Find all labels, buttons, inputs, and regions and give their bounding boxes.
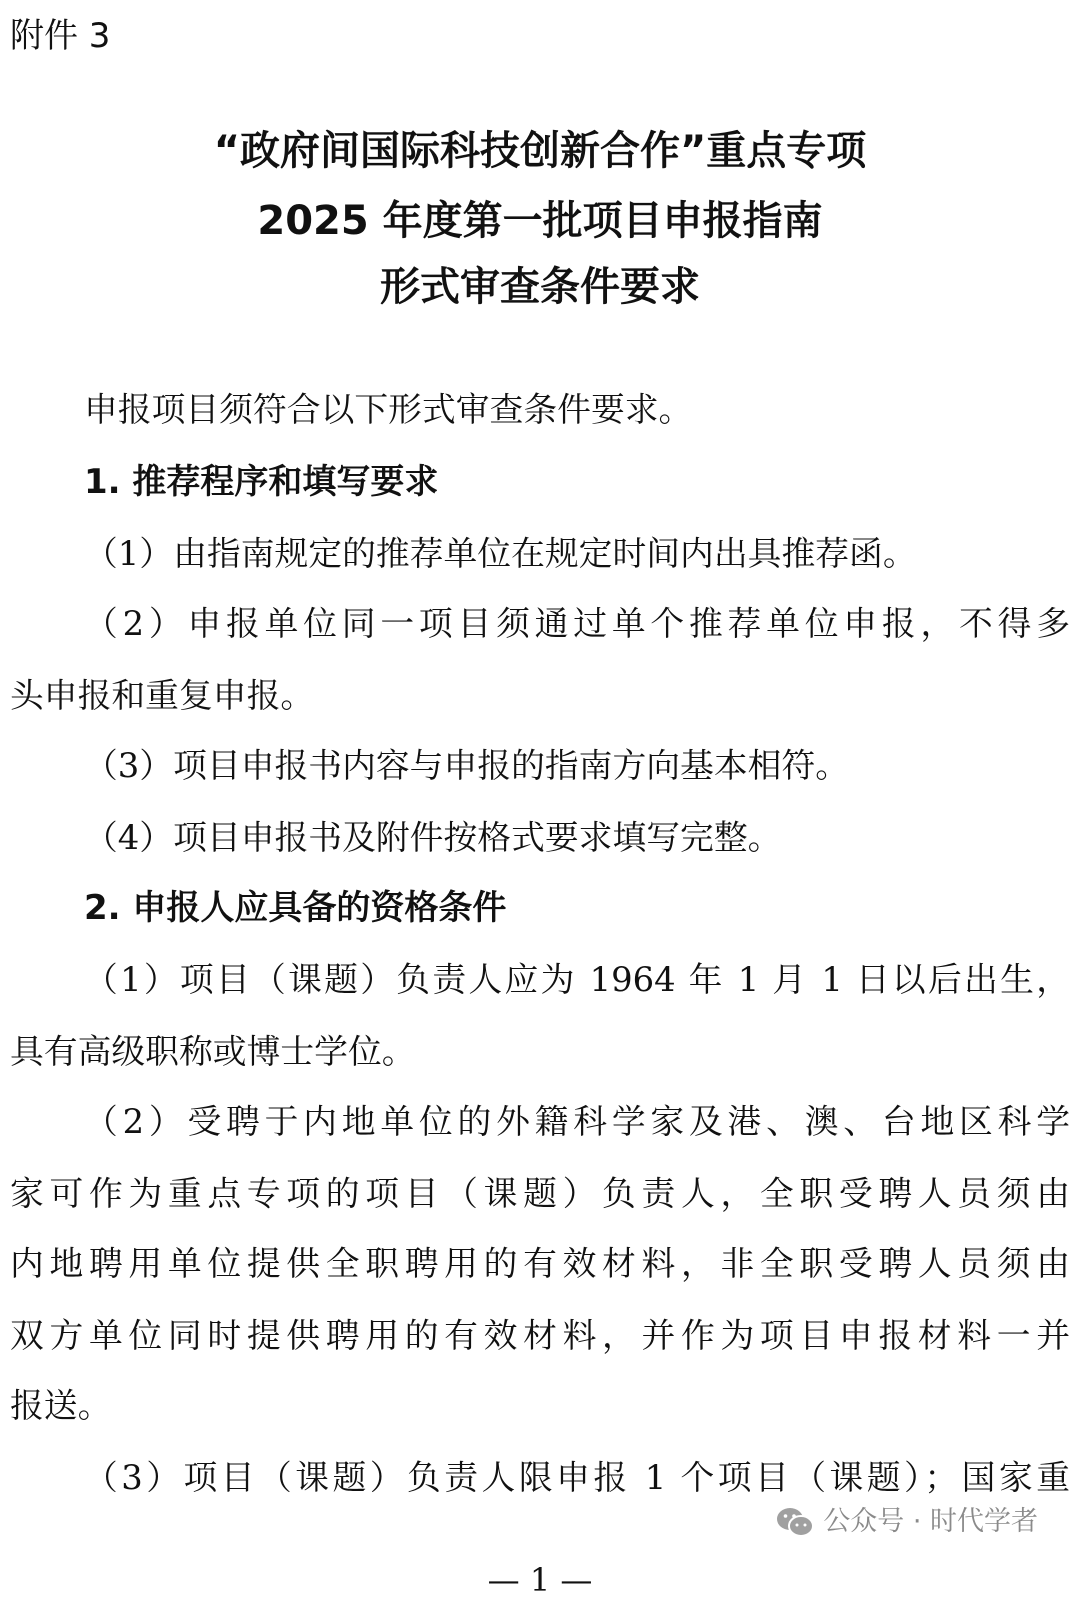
section-2-item-2-line-1: （2）受聘于内地单位的外籍科学家及港、澳、台地区科学	[84, 1102, 1070, 1141]
page-number: — 1 —	[487, 1561, 593, 1599]
intro-paragraph: 申报项目须符合以下形式审查条件要求。	[84, 390, 693, 429]
watermark-text: 公众号 · 时代学者	[823, 1506, 1038, 1537]
section-2-item-2-line-3: 内地聘用单位提供全职聘用的有效材料，非全职受聘人员须由	[10, 1244, 1070, 1283]
title-line-2: 2025 年度第一批项目申报指南	[257, 198, 823, 244]
title-line-3: 形式审查条件要求	[380, 264, 700, 310]
title-line-1: “政府间国际科技创新合作”重点专项	[213, 128, 867, 174]
section-1-item-3: （3）项目申报书内容与申报的指南方向基本相符。	[84, 746, 850, 785]
section-2-item-2-line-2: 家可作为重点专项的项目（课题）负责人，全职受聘人员须由	[10, 1174, 1070, 1213]
section-1-item-2-line-2: 头申报和重复申报。	[10, 676, 315, 715]
section-1-item-4: （4）项目申报书及附件按格式要求填写完整。	[84, 818, 782, 857]
attachment-label: 附件 3	[10, 16, 111, 56]
section-2-item-2-line-5: 报送。	[10, 1386, 112, 1425]
watermark	[775, 1502, 1038, 1542]
section-1-item-1: （1）由指南规定的推荐单位在规定时间内出具推荐函。	[84, 534, 917, 573]
section-2-heading: 2. 申报人应具备的资格条件	[84, 888, 507, 928]
section-2-item-2-line-4: 双方单位同时提供聘用的有效材料，并作为项目申报材料一并	[10, 1316, 1070, 1355]
wechat-icon	[775, 1505, 815, 1539]
section-1-item-2-line-1: （2）申报单位同一项目须通过单个推荐单位申报，不得多	[84, 604, 1070, 643]
section-1-heading: 1. 推荐程序和填写要求	[84, 462, 439, 502]
section-2-item-1-line-1: （1）项目（课题）负责人应为 1964 年 1 月 1 日以后出生，	[84, 960, 1070, 999]
section-2-item-3-line-1: （3）项目（课题）负责人限申报 1 个项目（课题）；国家重	[84, 1458, 1070, 1497]
section-2-item-1-line-2: 具有高级职称或博士学位。	[10, 1032, 416, 1071]
